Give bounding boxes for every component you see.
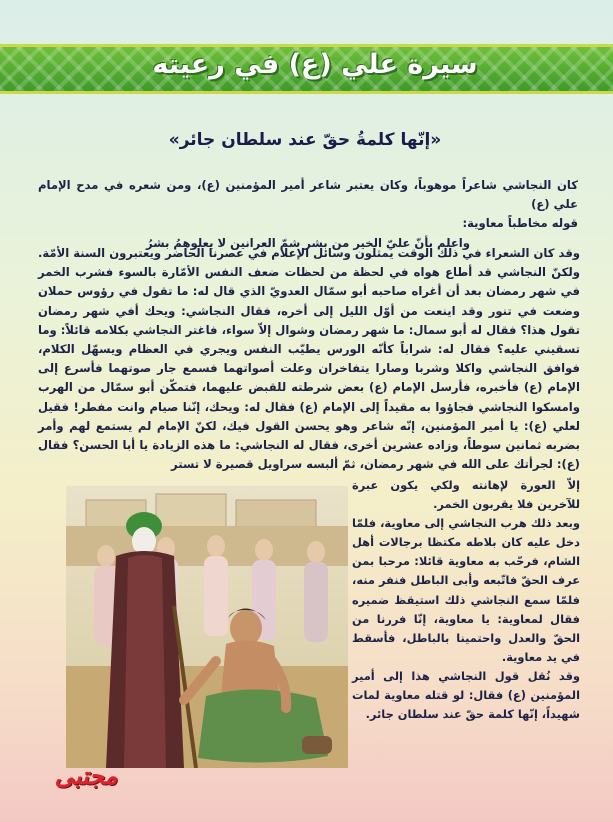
side-paragraph: وقد نُقل قول النجاشي هذا إلى أمير المؤمنين (ع) فقال: لو قتله معاوية لمات شهيداً، إنّها كلمة حقّ عند سلطان جائر.	[352, 668, 580, 722]
side-paragraph: وبعد ذلك هرب النجاشي إلى معاوية، فلمّا دخل عليه كان بلاطه مكتظا برجالات أهل الشام، فرحّب به معاوية قائلا: مرحبا بمن عرف الحقّ فاتّبعه وأبى الباطل فنفر منه، فلمّا سمع النجاشي ذلك استيقظ ضميره فقال لمعاوية: يا معاوية، إنّا فررنا من الحقّ والعدل واحتمينا بالباطل، فأسقط في يد معاوية.	[352, 516, 580, 664]
main-paragraph-block	[38, 244, 580, 474]
poem-verse: واعلم بأنّ عليّ الخير من بشر شمّ العرانين لا يعلوهمُ بشرُ	[146, 235, 470, 250]
intro-line: قوله مخاطباً معاوية:	[462, 216, 578, 231]
header-banner	[0, 44, 613, 94]
side-paragraph: إلاّ العورة لإهانته ولكي يكون عبرة للآخرين فلا يقربون الخمر.	[352, 478, 580, 512]
story-illustration	[66, 486, 348, 768]
page-title: سيرة علي (ع) في رعيته	[152, 49, 478, 80]
intro-block	[38, 176, 578, 253]
article-subtitle: «إنّها كلمةُ حقّ عند سلطان جائر»	[168, 130, 442, 150]
logo-text: مجتبى	[54, 762, 118, 790]
intro-line: كان النجاشي شاعراً موهوباً، وكان يعتبر شاعر أمير المؤمنين (ع)، ومن شعره في مدح الإمام علي (ع)	[38, 178, 578, 212]
main-paragraph: وقد كان الشعراء في ذلك الوقت يمثلون وسائل الإعلام في عصرنا الحاضر ويعتبرون السنة الأمّة. ولكنّ النجاشي قد أطاع هواه في لحظة من لحظات ضعف النفس الأمّارة بالسوء فشرب الخمر في شهر رمضان بعد أن أغراه صاحبه أبو سمّال العدويّ الذي قال له: ما تقول في رؤوس حملان وضعت في تنور وقد اينعت من أوّل الليل إلى أخره، فقال النجاشي: ويحك أفي شهر رمضان تقول هذا؟ فقال له أبو سمال: ما شهر رمضان وشوال إلاّ سواء، فاغتر النجاشي بكلامه قائلاً: وما تسقيني عليه؟ فقال له: شراباً كأنّه الورس يطيّب النفس ويجري في العظام ويسهّل الكلام، فوافق النجاشي واكلا وشربا وصارا يتفاخران وعلت أصواتهما فسمع جار صوتهما فأسرع إلى الإمام (ع) فأخبره، فأرسل الإمام (ع) بعض شرطته للقبض عليهما، فتمكّن أبو سمّال من الهرب وامسكوا النجاشي فجاؤوا به مقيداً إلى الإمام (ع) فقال له: ويحك، إنّنا صيام وانت مفطر! فقيل لعلي (ع): يا أمير المؤمنين، إنّه شاعر وهو يحسن القول فيك، لكنّ الإمام لم يستمع لهم وأمر بضربه ثمانين سوطاً، وزاده عشرين أخرى، فقال له النجاشي: ما هذه الزيادة يا أبا الحسن؟ فقال (ع): لجرأتك على الله في شهر رمضان، ثمّ ألبسه سراويل قصيرة لا تستر	[38, 246, 580, 472]
side-paragraph-block	[352, 476, 580, 724]
magazine-logo	[40, 762, 132, 796]
